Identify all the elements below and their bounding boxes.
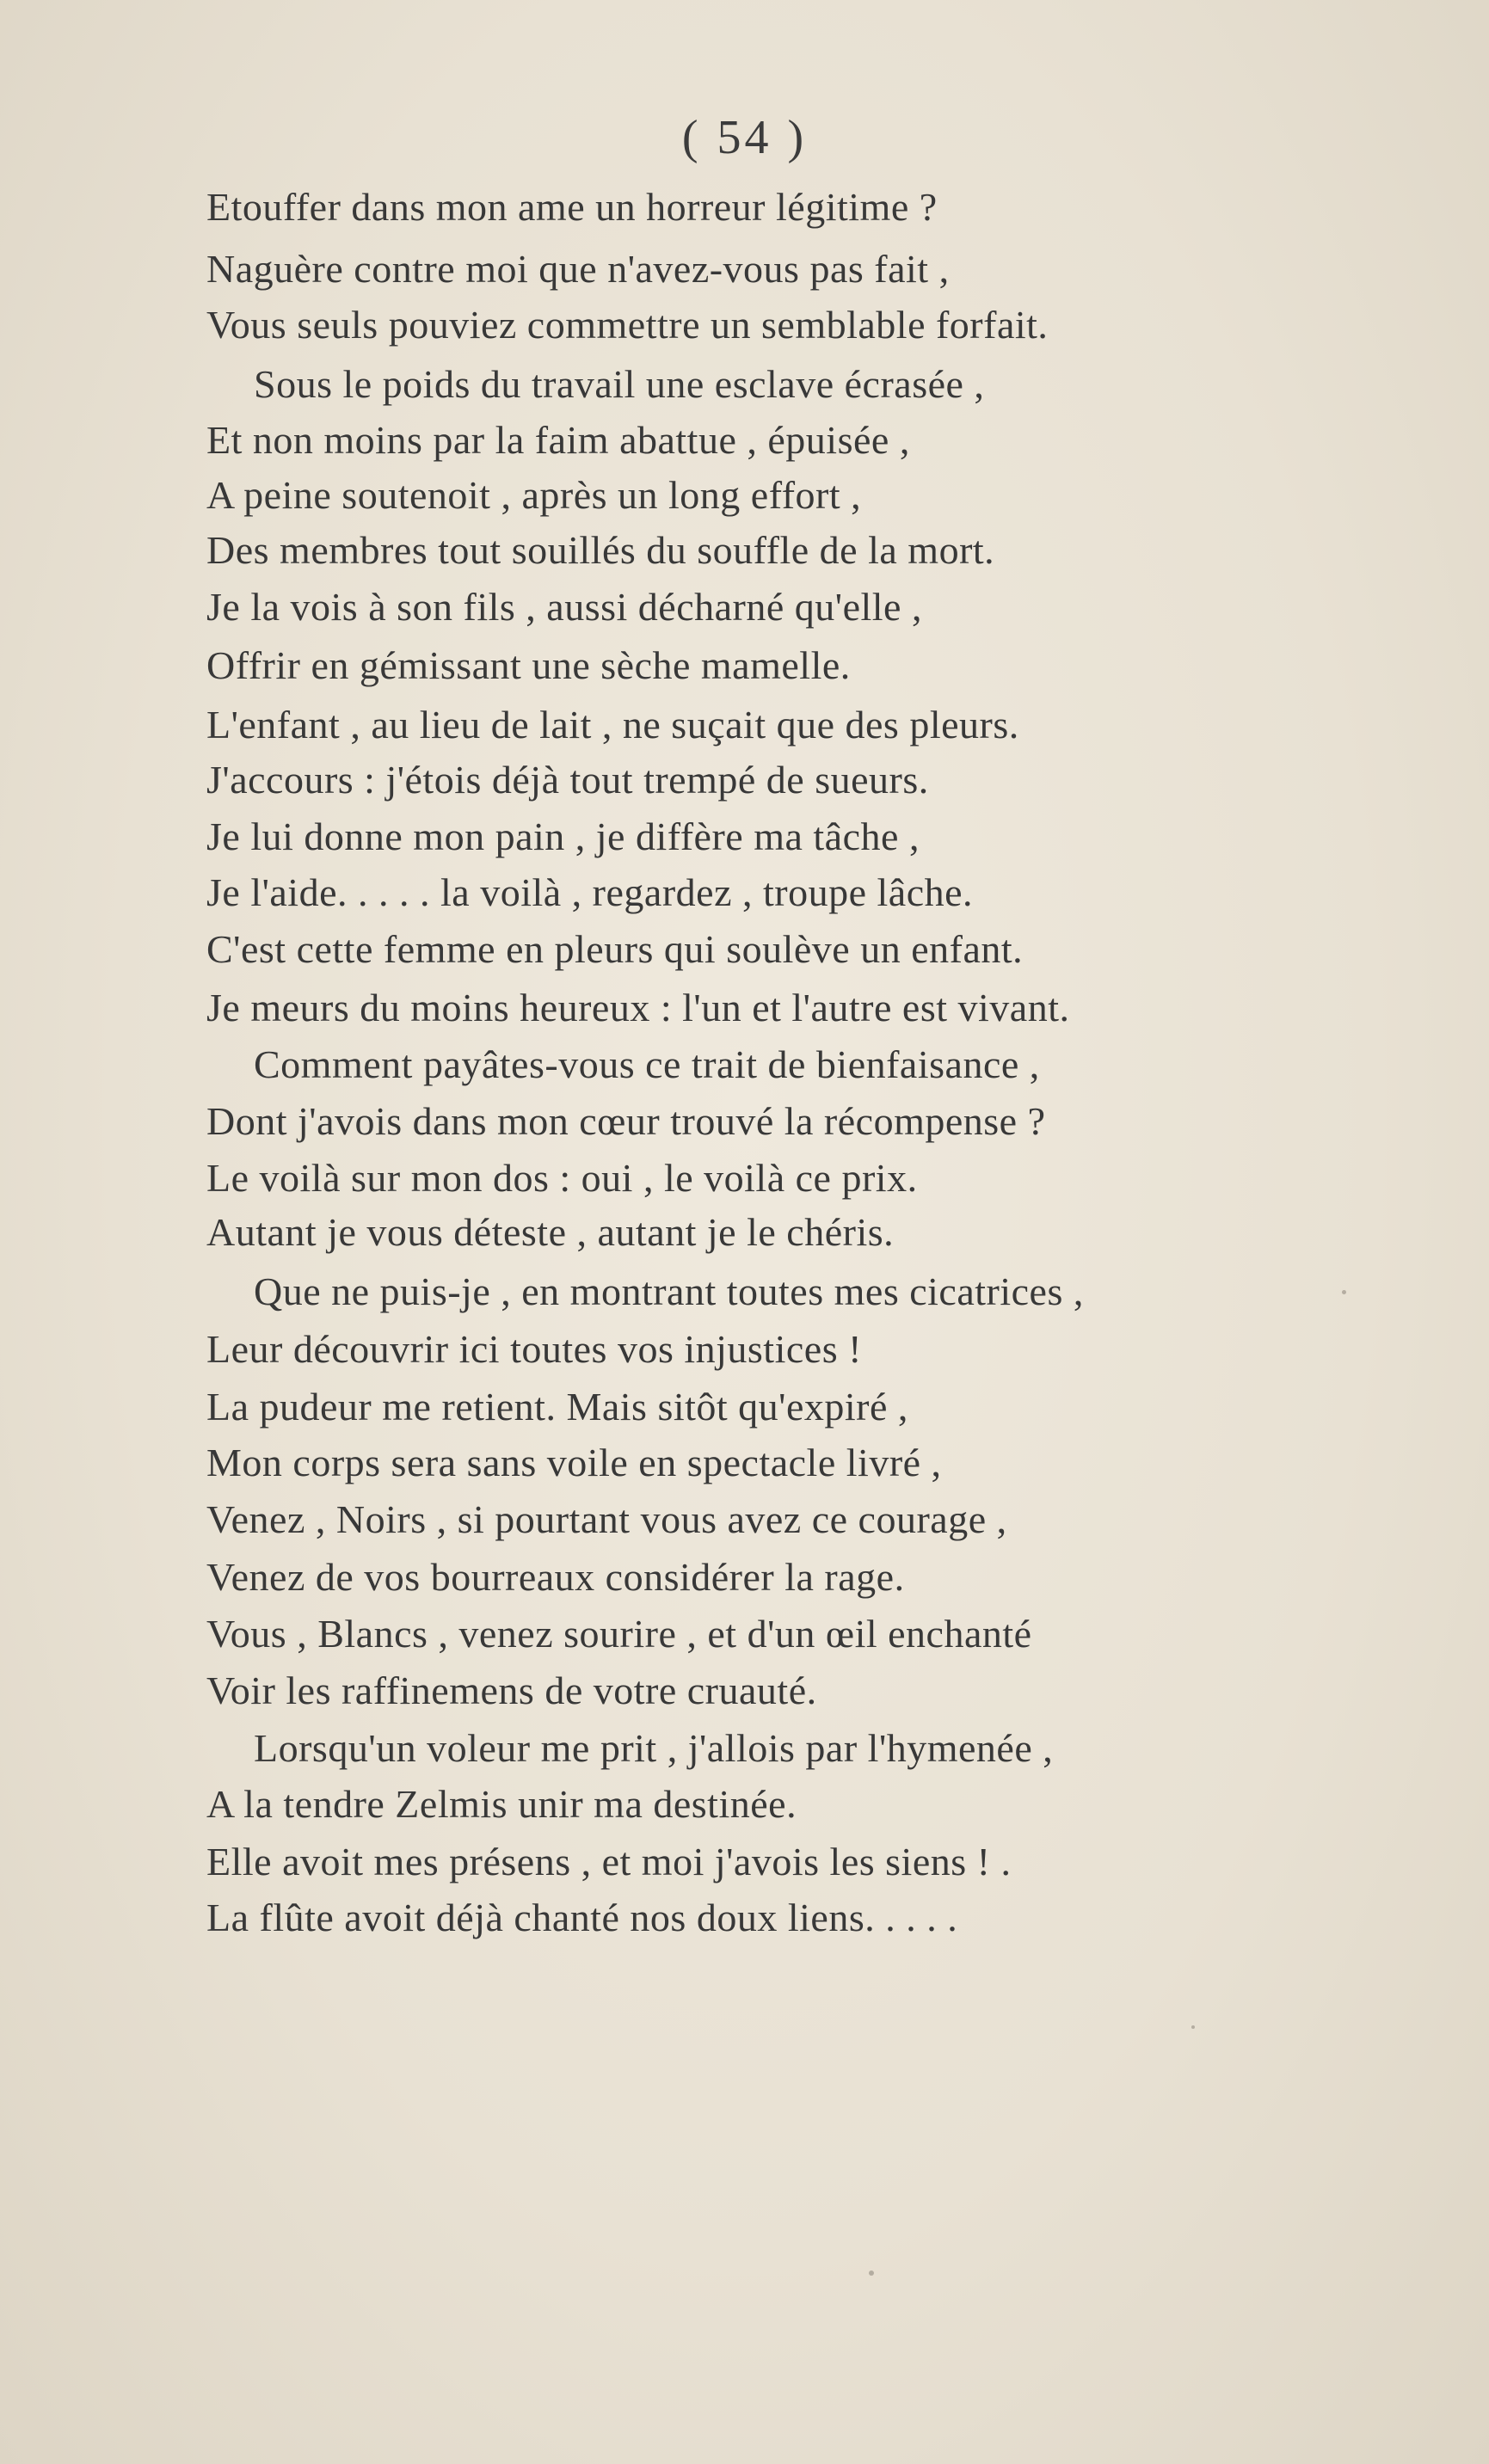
poem-line: Je la vois à son fils , aussi décharné qu'elle , bbox=[206, 585, 922, 629]
poem-line: Que ne puis-je , en montrant toutes mes cicatrices , bbox=[254, 1269, 1084, 1313]
paper-speck bbox=[1342, 1290, 1346, 1294]
poem-line: Venez , Noirs , si pourtant vous avez ce courage , bbox=[206, 1497, 1007, 1541]
poem-line: La flûte avoit déjà chanté nos doux liens. . . . . bbox=[206, 1896, 958, 1939]
poem-line: Le voilà sur mon dos : oui , le voilà ce prix. bbox=[206, 1156, 918, 1200]
poem-line: Autant je vous déteste , autant je le chéris. bbox=[206, 1210, 895, 1254]
poem-line: A la tendre Zelmis unir ma destinée. bbox=[206, 1782, 797, 1826]
poem-line: Leur découvrir ici toutes vos injustices ! bbox=[206, 1327, 862, 1371]
poem-line: La pudeur me retient. Mais sitôt qu'expiré , bbox=[206, 1385, 908, 1429]
poem-line: Offrir en gémissant une sèche mamelle. bbox=[206, 643, 851, 687]
paper-speck bbox=[1191, 2025, 1195, 2029]
page-number: ( 54 ) bbox=[681, 111, 808, 164]
poem-line: Voir les raffinemens de votre cruauté. bbox=[206, 1668, 817, 1712]
poem-line: Lorsqu'un voleur me prit , j'allois par l'hymenée , bbox=[254, 1726, 1054, 1770]
poem-line: L'enfant , au lieu de lait , ne suçait que des pleurs. bbox=[206, 703, 1019, 747]
poem-line: J'accours : j'étois déjà tout trempé de sueurs. bbox=[206, 758, 929, 802]
poem-line: Je lui donne mon pain , je diffère ma tâche , bbox=[206, 814, 920, 858]
paper-speck bbox=[869, 2270, 874, 2276]
poem-line: Vous seuls pouviez commettre un semblable forfait. bbox=[206, 303, 1049, 347]
poem-line: Des membres tout souillés du souffle de la mort. bbox=[206, 528, 995, 572]
poem-line: Vous , Blancs , venez sourire , et d'un œil enchanté bbox=[206, 1612, 1032, 1656]
poem-line: Elle avoit mes présens , et moi j'avois les siens ! . bbox=[206, 1840, 1012, 1883]
poem-line: Naguère contre moi que n'avez-vous pas fait , bbox=[206, 247, 950, 291]
poem-line: Comment payâtes-vous ce trait de bienfaisance , bbox=[254, 1042, 1040, 1086]
poem-line: Dont j'avois dans mon cœur trouvé la récompense ? bbox=[206, 1099, 1046, 1143]
poem-line: Venez de vos bourreaux considérer la rage. bbox=[206, 1555, 905, 1599]
poem-line: Sous le poids du travail une esclave écrasée , bbox=[254, 362, 985, 406]
poem-line: A peine soutenoit , après un long effort , bbox=[206, 473, 862, 517]
poem-line: Mon corps sera sans voile en spectacle livré , bbox=[206, 1441, 942, 1484]
poem-line: Je meurs du moins heureux : l'un et l'autre est vivant. bbox=[206, 986, 1070, 1029]
poem-line: Etouffer dans mon ame un horreur légitime ? bbox=[206, 185, 938, 229]
poem-line: C'est cette femme en pleurs qui soulève un enfant. bbox=[206, 927, 1024, 971]
poem-line: Et non moins par la faim abattue , épuisée , bbox=[206, 418, 910, 462]
poem-line: Je l'aide. . . . . la voilà , regardez , troupe lâche. bbox=[206, 870, 974, 914]
